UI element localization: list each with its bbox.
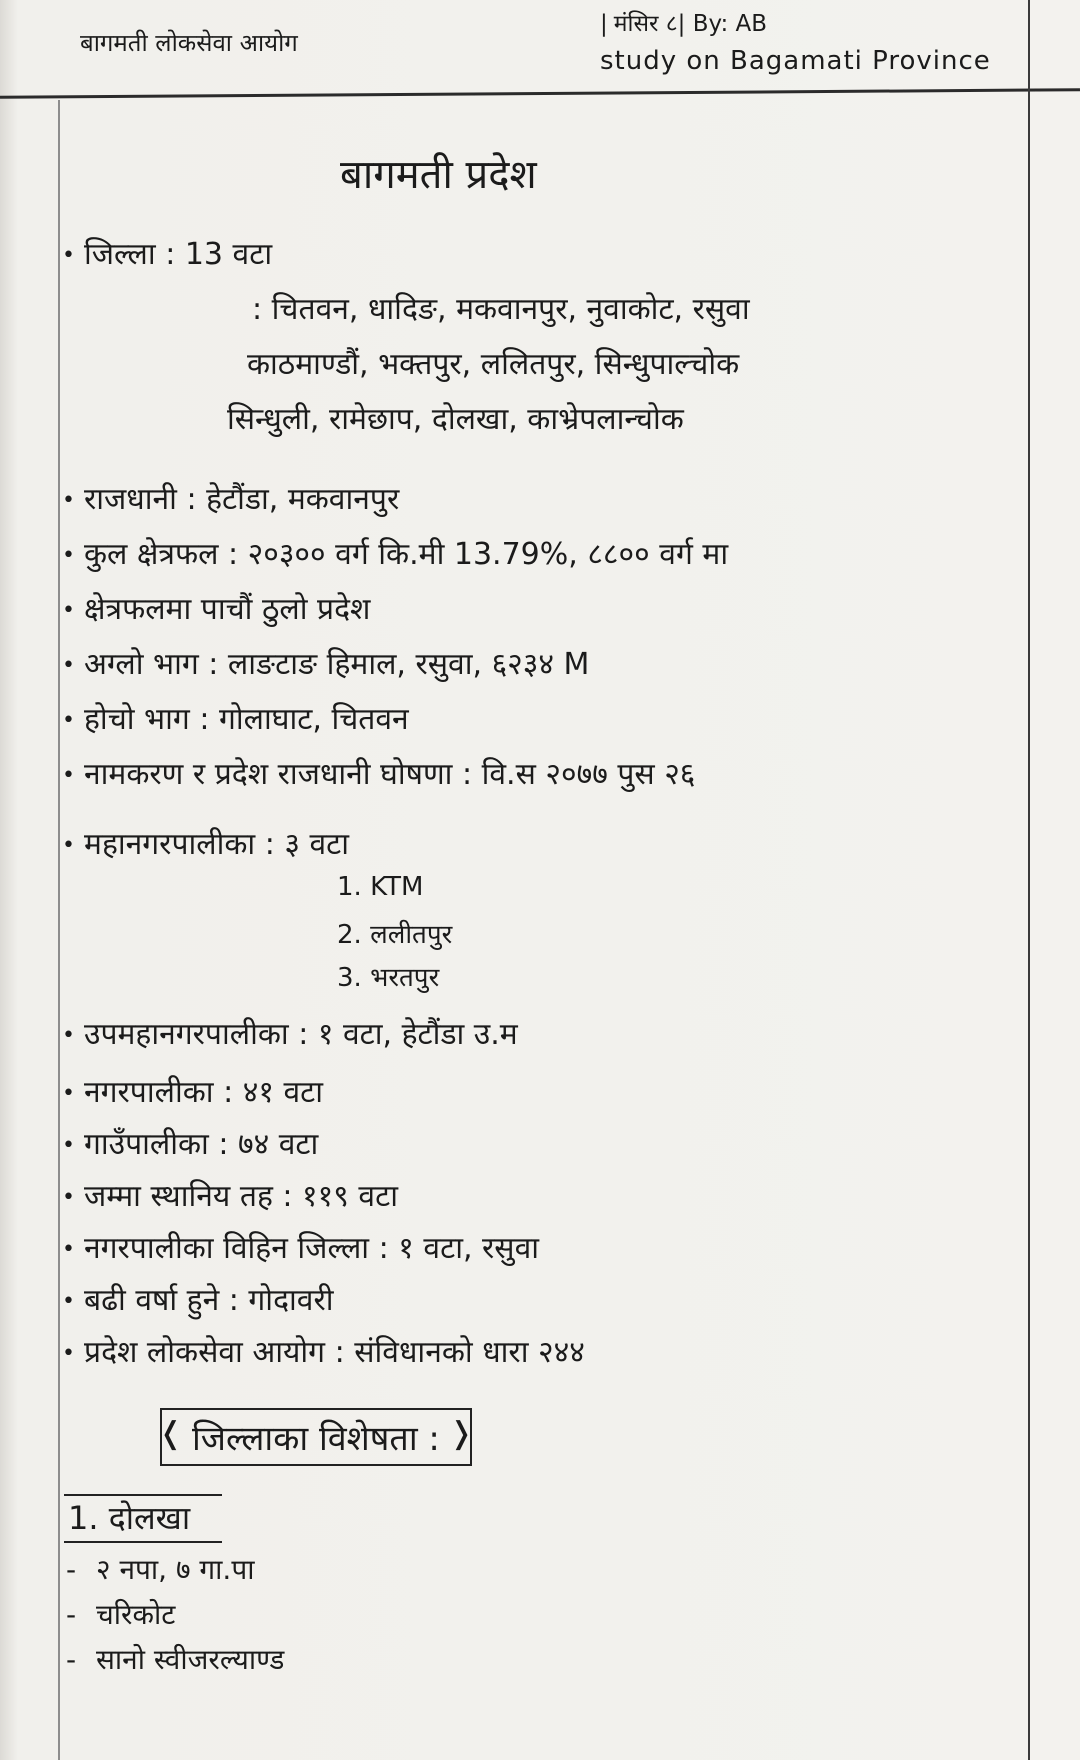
- list-item: • होचो भाग : गोलाघाट, चितवन: [62, 702, 409, 737]
- list-item: • गाउँपालीका : ७४ वटा: [62, 1127, 319, 1162]
- left-margin-line: [58, 100, 60, 1760]
- page-title: बागमती प्रदेश: [340, 152, 537, 198]
- list-item: • जिल्ला : 13 वटा: [62, 237, 273, 272]
- sub-list-item: 3. भरतपुर: [337, 963, 440, 993]
- district-point: - सानो स्वीजरल्याण्ड: [66, 1643, 285, 1676]
- header-meta: [600, 6, 991, 76]
- list-item: • नगरपालीका विहिन जिल्ला : १ वटा, रसुवा: [62, 1231, 540, 1266]
- list-item: • प्रदेश लोकसेवा आयोग : संविधानको धारा २४४: [62, 1335, 585, 1370]
- list-item-continuation: : चितवन, धादिङ, मकवानपुर, नुवाकोट, रसुवा: [252, 292, 750, 327]
- list-item: • राजधानी : हेटौंडा, मकवानपुर: [62, 482, 400, 517]
- list-item: • जम्मा स्थानिय तह : ११९ वटा: [62, 1179, 398, 1214]
- list-item: • महानगरपालीका : ३ वटा: [62, 827, 350, 862]
- list-item: • उपमहानगरपालीका : १ वटा, हेटौंडा उ.म: [62, 1017, 518, 1052]
- district-point: - २ नपा, ७ गा.पा: [66, 1553, 255, 1586]
- right-margin-line: [1028, 0, 1030, 1760]
- list-item: • क्षेत्रफलमा पाचौं ठुलो प्रदेश: [62, 592, 371, 627]
- header-subject: study on Bagamati Province: [600, 46, 991, 76]
- list-item-continuation: सिन्धुली, रामेछाप, दोलखा, काभ्रेपलान्चोक: [227, 402, 684, 437]
- list-item-continuation: काठमाण्डौं, भक्तपुर, ललितपुर, सिन्धुपाल्चोक: [247, 347, 740, 382]
- sub-list-item: 2. ललीतपुर: [337, 920, 453, 950]
- header-divider: [0, 88, 1080, 99]
- list-item: • बढी वर्षा हुने : गोदावरी: [62, 1283, 334, 1318]
- list-item: • नगरपालीका : ४१ वटा: [62, 1075, 324, 1110]
- district-point: - चरिकोट: [66, 1598, 176, 1631]
- section-heading: ❬ जिल्लाका विशेषता : ❭: [160, 1408, 472, 1466]
- list-item: • कुल क्षेत्रफल : २०३०० वर्ग कि.मी 13.79%, ८८०० वर्ग मा: [62, 537, 729, 572]
- list-item: • अग्लो भाग : लाङटाङ हिमाल, रसुवा, ६२३४ M: [62, 647, 590, 682]
- header-date-author: | मंसिर ८| By: AB: [600, 11, 768, 37]
- header-date-text: मंसिर ८| By: AB: [613, 11, 768, 37]
- district-heading: 1. दोलखा: [64, 1494, 222, 1543]
- sub-list-item: 1. KTM: [337, 872, 424, 902]
- list-item: • नामकरण र प्रदेश राजधानी घोषणा : वि.स २०७७ पुस २६: [62, 757, 696, 792]
- header-organization: बागमती लोकसेवा आयोग: [80, 29, 298, 57]
